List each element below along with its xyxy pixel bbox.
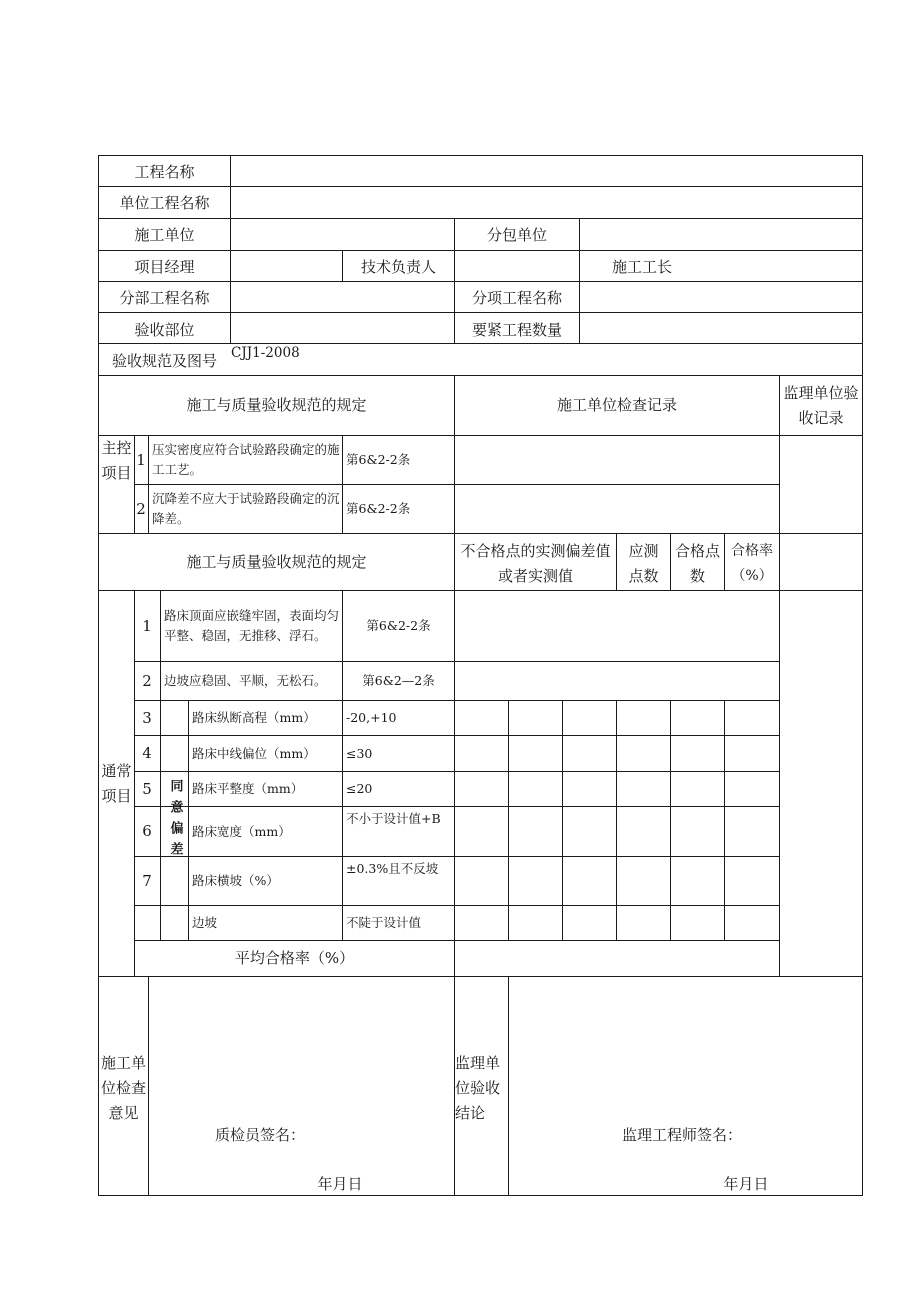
supervisor-date: 年月日 bbox=[723, 1175, 769, 1193]
main-control-record-1[interactable] bbox=[455, 436, 779, 484]
average-rate-label: 平均合格率（%） bbox=[234, 949, 355, 967]
subcontractor-field[interactable] bbox=[580, 219, 862, 250]
subitem-name-field[interactable] bbox=[580, 282, 862, 312]
deviation-value-6: 不小于设计值+B bbox=[346, 811, 441, 826]
spec-rules-header: 施工与质量验收规范的规定 bbox=[186, 396, 367, 414]
general-no-2: 2 bbox=[142, 671, 152, 690]
general-record-1[interactable] bbox=[455, 591, 779, 661]
inspector-signature-label: 质检员签名： bbox=[214, 1126, 305, 1144]
deviation-no-4: 4 bbox=[142, 744, 152, 762]
contractor-date: 年月日 bbox=[317, 1175, 363, 1193]
points-to-measure-header: 应测点数 bbox=[628, 542, 659, 585]
deviation-value-8: 不陡于设计值 bbox=[346, 915, 422, 930]
construction-unit-field[interactable] bbox=[231, 219, 454, 250]
deviation-name-8: 边坡 bbox=[192, 915, 218, 930]
deviation-header: 不合格点的实测偏差值或者实测值 bbox=[460, 542, 611, 585]
deviation-name-3: 路床纵断高程（mm） bbox=[192, 710, 316, 725]
deviation-no-6: 6 bbox=[142, 822, 152, 840]
project-name-field[interactable] bbox=[231, 156, 862, 186]
deviation-name-5: 路床平整度（mm） bbox=[192, 781, 304, 796]
deviation-no-3: 3 bbox=[142, 708, 152, 727]
main-control-desc-2: 沉降差不应大于试验路段确定的沉降差。 bbox=[152, 491, 340, 526]
deviation-name-7: 路床横坡（%） bbox=[192, 873, 279, 888]
division-name-label: 分部工程名称 bbox=[119, 288, 210, 307]
acceptance-part-field[interactable] bbox=[231, 313, 454, 343]
qualified-points-header: 合格点数 bbox=[674, 542, 720, 585]
deviation-no-5: 5 bbox=[142, 779, 152, 798]
general-clause-2: 第6&2—2条 bbox=[362, 673, 435, 688]
key-quantity-label: 要紧工程数量 bbox=[471, 320, 562, 339]
project-manager-field[interactable] bbox=[231, 251, 342, 281]
deviation-value-3: -20,+10 bbox=[346, 710, 397, 725]
deviation-no-7: 7 bbox=[142, 871, 152, 890]
project-name-label: 工程名称 bbox=[134, 162, 195, 181]
technical-lead-label: 技术负责人 bbox=[360, 257, 436, 276]
project-manager-label: 项目经理 bbox=[134, 257, 195, 276]
general-no-1: 1 bbox=[142, 616, 152, 635]
key-quantity-field[interactable] bbox=[580, 313, 862, 343]
main-control-label: 主控项目 bbox=[101, 439, 132, 482]
main-control-no-2: 2 bbox=[136, 499, 146, 518]
deviation-name-4: 路床中线偏位（mm） bbox=[192, 745, 316, 761]
main-control-record-2[interactable] bbox=[455, 485, 779, 533]
qualified-rate-header: 合格率（%） bbox=[731, 543, 773, 584]
average-rate-field[interactable] bbox=[455, 941, 779, 976]
main-control-clause-1: 第6&2-2条 bbox=[346, 452, 411, 467]
main-control-clause-2: 第6&2-2条 bbox=[346, 501, 411, 516]
deviation-value-5: ≤20 bbox=[346, 781, 373, 796]
supervisor-conclusion-label: 监理单位验收结论 bbox=[455, 1053, 501, 1122]
spec-label: 验收规范及图号 bbox=[111, 351, 217, 370]
main-control-desc-1: 压实密度应符合试验路段确定的施工工艺。 bbox=[152, 442, 340, 477]
spec-value: CJJ1-2008 bbox=[231, 345, 300, 361]
subcontractor-label: 分包单位 bbox=[486, 226, 547, 244]
supervisor-record-header: 监理单位验收记录 bbox=[783, 383, 859, 427]
general-clause-1: 第6&2-2条 bbox=[366, 618, 431, 633]
deviation-name-6: 路床宽度（mm） bbox=[192, 823, 291, 839]
general-supervisor-record[interactable] bbox=[780, 591, 862, 976]
general-record-2[interactable] bbox=[455, 662, 779, 700]
general-desc-2: 边坡应稳固、平顺，无松石。 bbox=[164, 673, 327, 688]
main-control-supervisor-record[interactable] bbox=[780, 436, 862, 533]
unit-project-name-field[interactable] bbox=[231, 187, 862, 218]
deviation-no-8 bbox=[134, 906, 160, 940]
unit-project-name-label: 单位工程名称 bbox=[119, 194, 210, 212]
contractor-opinion-label: 施工单位检查意见 bbox=[101, 1053, 147, 1122]
deviation-value-4: ≤30 bbox=[346, 745, 373, 761]
general-desc-1: 路床顶面应嵌缝牢固，表面均匀平整、稳固，无推移、浮石。 bbox=[164, 608, 340, 643]
acceptance-part-label: 验收部位 bbox=[134, 320, 195, 339]
subitem-name-label: 分项工程名称 bbox=[471, 288, 562, 307]
general-items-label: 通常项目 bbox=[101, 761, 132, 805]
deviation-value-7: ±0.3%且不反坡 bbox=[346, 861, 439, 876]
technical-lead-field[interactable] bbox=[455, 251, 579, 281]
foreman-field[interactable] bbox=[705, 251, 862, 281]
spec-rules-header-2: 施工与质量验收规范的规定 bbox=[186, 552, 367, 571]
construction-unit-label: 施工单位 bbox=[134, 226, 195, 244]
main-control-no-1: 1 bbox=[136, 450, 146, 469]
engineer-signature-label: 监理工程师签名： bbox=[621, 1126, 742, 1144]
division-name-field[interactable] bbox=[231, 282, 454, 312]
foreman-label: 施工工长 bbox=[611, 257, 672, 276]
contractor-record-header: 施工单位检查记录 bbox=[556, 396, 677, 414]
allowed-deviation-label: 同意偏差 bbox=[167, 778, 183, 863]
